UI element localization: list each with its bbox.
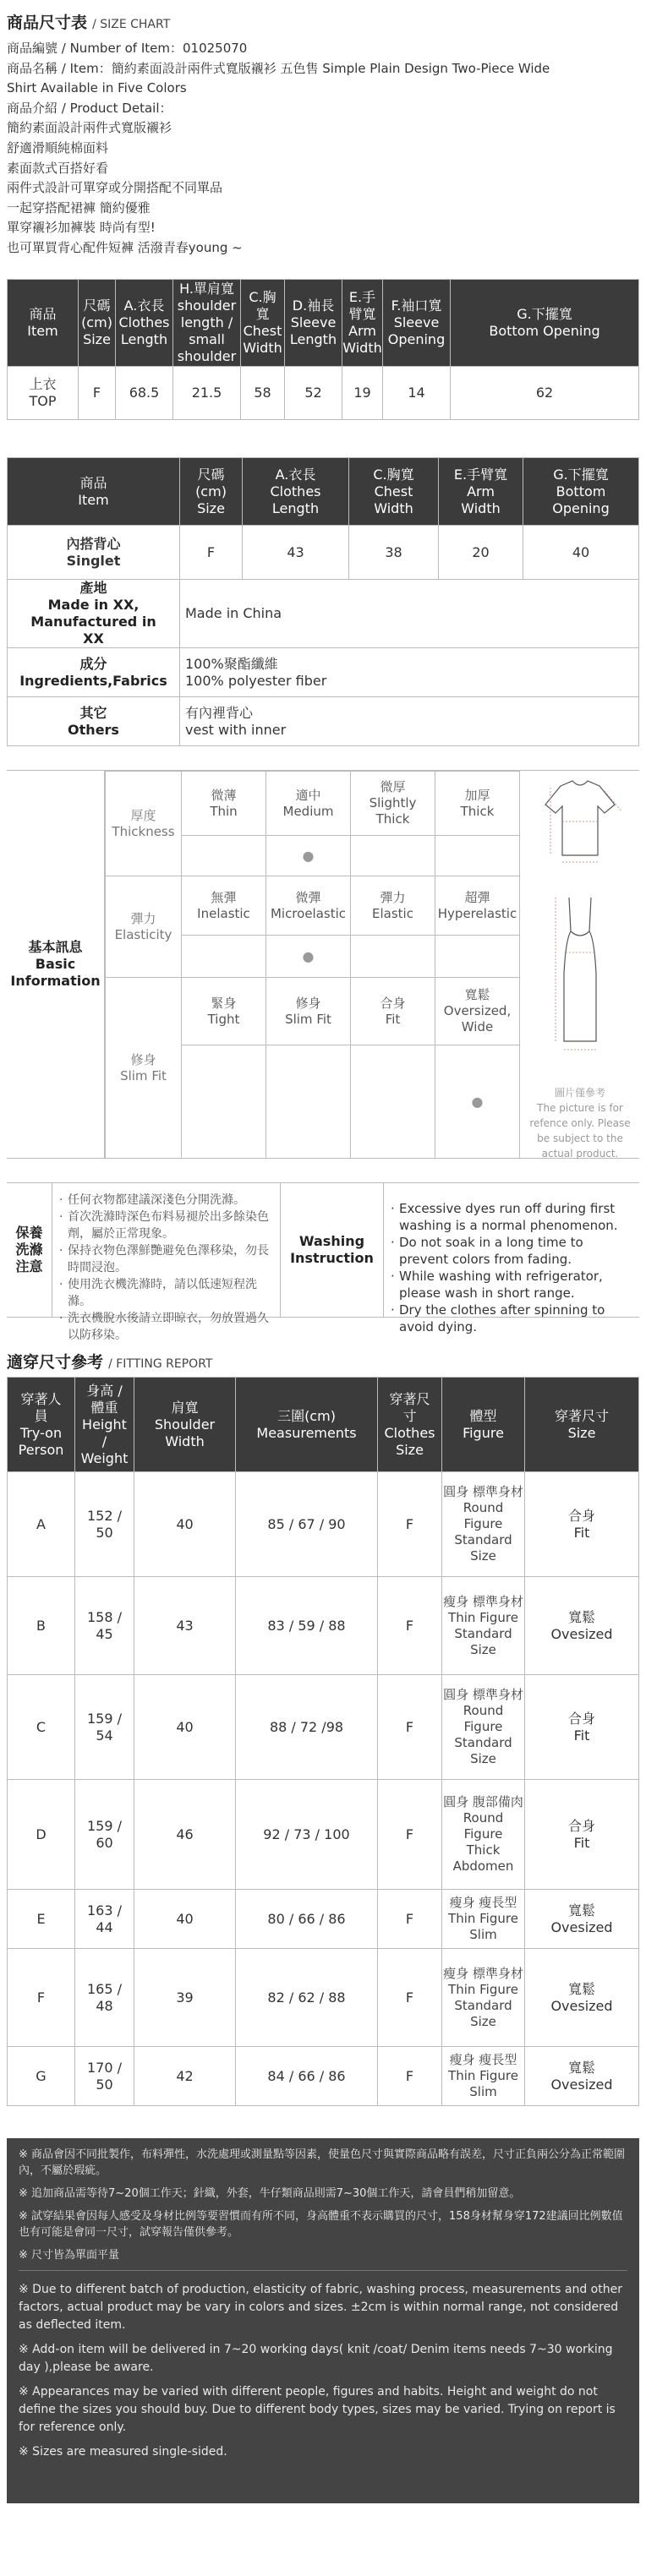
thickness-selected-dot: ●: [266, 836, 351, 876]
fitting-column-header: 肩寬 Shoulder Width: [134, 1378, 236, 1472]
intro-line: Shirt Available in Five Colors: [7, 80, 187, 96]
fitting-hw-cell: 152 / 50: [75, 1472, 134, 1577]
singlet-column-header: 尺碼 (cm) Size: [180, 458, 243, 526]
singlet-value-cell: 40: [523, 526, 639, 580]
elasticity-option: 彈力 Elastic: [351, 876, 435, 936]
size-value-cell: 14: [383, 367, 451, 420]
fitting-shoulder-cell: 40: [134, 1472, 236, 1577]
fitting-column-header: 穿著尺 寸 Clothes Size: [378, 1378, 442, 1472]
size-chart-title-en: / SIZE CHART: [92, 18, 171, 31]
size-column-header: C.胸 寬 Chest Width: [241, 280, 285, 367]
singlet-value-cell: F: [180, 526, 243, 580]
washing-item-en: · While washing with refrigerator, please wash in short range.: [391, 1268, 634, 1302]
intro-line: 素面款式百搭好看: [7, 160, 109, 176]
fit-option: 寬鬆 Oversized, Wide: [435, 978, 520, 1045]
fitting-row: [8, 1780, 639, 1890]
singlet-size-table: [7, 457, 639, 746]
fitting-shoulder-cell: 43: [134, 1577, 236, 1675]
washing-item-zh: · 任何衣物都建議深淺色分開洗滌。: [59, 1192, 275, 1209]
singlet-name-cell: 內搭背心 Singlet: [8, 526, 180, 580]
elasticity-selected-dot: ●: [266, 936, 351, 978]
washing-instructions-en: [384, 1183, 639, 1334]
size-column-header: E.手 臂寬 Arm Width: [342, 280, 383, 367]
fitting-shoulder-cell: 42: [134, 2047, 236, 2106]
fitting-fit-cell: 寬鬆 Ovesized: [525, 1890, 639, 1949]
thickness-empty-cell: [351, 836, 435, 876]
fitting-person-cell: A: [8, 1472, 75, 1577]
fitting-column-header: 體型 Figure: [442, 1378, 525, 1472]
intro-line: 也可單買背心配件短褲 活潑青春young ~: [7, 239, 243, 255]
fitting-figure-cell: 圓身 標準身材 Round Figure Standard Size: [442, 1472, 525, 1577]
origin-value: Made in China: [180, 580, 639, 648]
fabric-label: 成分 Ingredients,Fabrics: [8, 648, 180, 697]
fitting-fit-cell: 合身 Fit: [525, 1675, 639, 1780]
thickness-option: 適中 Medium: [266, 772, 351, 836]
size-value-cell: 19: [342, 367, 383, 420]
singlet-column-header: C.胸寬 Chest Width: [349, 458, 439, 526]
intro-line: 商品介紹 / Product Detail：: [7, 100, 172, 116]
fitting-hw-cell: 159 / 54: [75, 1675, 134, 1780]
washing-label-en: Washing Instruction: [281, 1183, 384, 1317]
fitting-figure-cell: 瘦身 標準身材 Thin Figure Standard Size: [442, 1949, 525, 2047]
size-column-header: 商品 Item: [8, 280, 79, 367]
top-size-table: [7, 279, 639, 420]
fitting-figure-cell: 瘦身 瘦長型 Thin Figure Slim: [442, 2047, 525, 2106]
fitting-hw-cell: 158 / 45: [75, 1577, 134, 1675]
fitting-meas-cell: 84 / 66 / 86: [236, 2047, 378, 2106]
fitting-hw-cell: 159 / 60: [75, 1780, 134, 1890]
thickness-option: 微薄 Thin: [182, 772, 266, 836]
fabric-value: 100%聚酯纖維 100% polyester fiber: [180, 648, 639, 697]
item-name-cell: 上衣 TOP: [8, 367, 79, 420]
intro-line: 簡約素面設計兩件式寬版襯衫: [7, 120, 172, 136]
thickness-option: 微厚 Slightly Thick: [351, 772, 435, 836]
fitting-size-cell: F: [378, 1780, 442, 1890]
fitting-figure-cell: 圓身 腹部備肉 Round Figure Thick Abdomen: [442, 1780, 525, 1890]
notes-section: [7, 2138, 639, 2503]
fitting-person-cell: G: [8, 2047, 75, 2106]
note-zh: ※ 試穿結果會因每人感受及身材比例等要習慣而有所不同，身高體重不表示購買的尺寸，158身材幫身穿172建議回比例數值也有可能是會同一尺寸，試穿報告僅供參考。: [19, 2210, 623, 2239]
fitting-figure-cell: 瘦身 標準身材 Thin Figure Standard Size: [442, 1577, 525, 1675]
singlet-value-cell: 20: [439, 526, 523, 580]
fitting-hw-cell: 170 / 50: [75, 2047, 134, 2106]
size-value-cell: 52: [285, 367, 342, 420]
fitting-shoulder-cell: 40: [134, 1890, 236, 1949]
fitting-meas-cell: 80 / 66 / 86: [236, 1890, 378, 1949]
thickness-empty-cell: [182, 836, 266, 876]
fit-option: 修身 Slim Fit: [266, 978, 351, 1045]
fitting-figure-cell: 圓身 標準身材 Round Figure Standard Size: [442, 1675, 525, 1780]
fit-empty-cell: [351, 1045, 435, 1159]
size-value-cell: 68.5: [116, 367, 173, 420]
fitting-report-table: [7, 1377, 639, 2106]
size-chart-title-zh: 商品尺寸表: [7, 14, 88, 32]
fitting-fit-cell: 寬鬆 Ovesized: [525, 1949, 639, 2047]
fitting-person-cell: E: [8, 1890, 75, 1949]
fitting-size-cell: F: [378, 1675, 442, 1780]
fitting-shoulder-cell: 46: [134, 1780, 236, 1890]
fitting-meas-cell: 82 / 62 / 88: [236, 1949, 378, 2047]
size-chart-heading: [7, 0, 639, 37]
fitting-column-header: 身高 / 體重 Height / Weight: [75, 1378, 134, 1472]
size-value-cell: F: [79, 367, 116, 420]
elasticity-label: 彈力 Elasticity: [106, 876, 182, 978]
singlet-column-header: E.手臂寬 Arm Width: [439, 458, 523, 526]
size-column-header: 尺碼 (cm) Size: [79, 280, 116, 367]
fitting-figure-cell: 瘦身 瘦長型 Thin Figure Slim: [442, 1890, 525, 1949]
note-en: ※ Sizes are measured single-sided.: [19, 2445, 227, 2459]
fitting-meas-cell: 92 / 73 / 100: [236, 1780, 378, 1890]
fitting-meas-cell: 83 / 59 / 88: [236, 1577, 378, 1675]
size-column-header: F.袖口寬 Sleeve Opening: [383, 280, 451, 367]
washing-item-zh: · 洗衣機脫水後請立即晾衣，勿放置過久以防移染。: [59, 1310, 275, 1344]
note-zh: ※ 追加商品需等待7~20個工作天；針織，外套，牛仔類商品則需7~30個工作天，請會員們稍加留意。: [19, 2187, 521, 2200]
fitting-size-cell: F: [378, 1577, 442, 1675]
intro-line: 兩件式設計可單穿或分開搭配不同單品: [7, 180, 223, 196]
fitting-meas-cell: 85 / 67 / 90: [236, 1472, 378, 1577]
fitting-column-header: 穿著人 員 Try-on Person: [8, 1378, 75, 1472]
fitting-title-en: / FITTING REPORT: [108, 1357, 213, 1371]
fitting-person-cell: D: [8, 1780, 75, 1890]
washing-instruction-section: [7, 1182, 639, 1342]
fit-label: 修身 Slim Fit: [106, 978, 182, 1159]
basic-information-section: [7, 770, 639, 1159]
note-en: ※ Due to different batch of production, elasticity of fabric, washing process, measurements and other factors, actual product may be vary in colors and sizes. ±2cm is within normal range, not considered as deflected item.: [19, 2283, 622, 2332]
fitting-report-heading: [7, 1350, 639, 1377]
size-column-header: D.袖長 Sleeve Length: [285, 280, 342, 367]
intro-line: 一起穿搭配裙褲 簡約優雅: [7, 199, 151, 216]
other-label: 其它 Others: [8, 697, 180, 746]
size-value-cell: 21.5: [173, 367, 241, 420]
elasticity-empty-cell: [435, 936, 520, 978]
singlet-column-header: G.下擺寬 Bottom Opening: [523, 458, 639, 526]
fit-option: 合身 Fit: [351, 978, 435, 1045]
intro-line: 商品名稱 / Item：簡約素面設計兩件式寬版襯衫 五色售 Simple Plain Design Two-Piece Wide: [7, 60, 550, 76]
fitting-column-header: 三圍(cm) Measurements: [236, 1378, 378, 1472]
fitting-size-cell: F: [378, 1949, 442, 2047]
elasticity-empty-cell: [351, 936, 435, 978]
thickness-empty-cell: [435, 836, 520, 876]
note-zh: ※ 尺寸皆為單面平量: [19, 2249, 120, 2262]
size-value-cell: 62: [451, 367, 639, 420]
intro-line: 商品編號 / Number of Item：01025070: [7, 41, 248, 56]
singlet-column-header: A.衣長 Clothes Length: [243, 458, 349, 526]
washing-item-en: · Excessive dyes run off during first washing is a normal phenomenon.: [391, 1200, 634, 1234]
thickness-option: 加厚 Thick: [435, 772, 520, 836]
washing-item-en: · Do not soak in a long time to prevent colors from fading.: [391, 1234, 634, 1268]
washing-label-zh: 保養 洗滌 注意: [7, 1183, 52, 1317]
fitting-row: [8, 1890, 639, 1949]
size-value-cell: 58: [241, 367, 285, 420]
note-en: ※ Appearances may be varied with different people, figures and habits. Height and weight do not define the sizes you should buy. Due to different body types, sizes may be varied. Trying on report is for reference only.: [19, 2385, 616, 2434]
elasticity-option: 微彈 Microelastic: [266, 876, 351, 936]
fitting-row: [8, 2047, 639, 2106]
size-column-header: H.單肩寬 shoulder length / small shoulder: [173, 280, 241, 367]
product-intro: [7, 37, 639, 279]
singlet-value-cell: 43: [243, 526, 349, 580]
garment-figures: [519, 771, 639, 1158]
washing-item-zh: · 使用洗衣機洗滌時，請以低速短程洗滌。: [59, 1276, 275, 1310]
fitting-person-cell: F: [8, 1949, 75, 2047]
washing-item-en: · Dry the clothes after spinning to avoid dying.: [391, 1302, 634, 1335]
intro-line: 舒適滑順純棉面料: [7, 139, 109, 156]
washing-instructions-zh: [52, 1183, 281, 1342]
singlet-value-cell: 38: [349, 526, 439, 580]
size-column-header: G.下擺寬 Bottom Opening: [451, 280, 639, 367]
fitting-row: [8, 1949, 639, 2047]
note-en: ※ Add-on item will be delivered in 7~20 working days( knit /coat/ Denim items needs 7~30 working day ),please be aware.: [19, 2343, 613, 2374]
washing-item-zh: · 保持衣物色澤鮮艷避免色澤移染，勿長時間浸泡。: [59, 1242, 275, 1276]
fit-empty-cell: [182, 1045, 266, 1159]
fitting-shoulder-cell: 39: [134, 1949, 236, 2047]
tshirt-diagram-icon: [520, 771, 640, 1075]
singlet-column-header: 商品 Item: [8, 458, 180, 526]
size-column-header: A.衣長 Clothes Length: [116, 280, 173, 367]
fitting-meas-cell: 88 / 72 /98: [236, 1675, 378, 1780]
figure-note: 圖片僅參考 The picture is for refence only. Please be subject to the actual product.: [529, 1087, 631, 1160]
fit-option: 緊身 Tight: [182, 978, 266, 1045]
fitting-person-cell: B: [8, 1577, 75, 1675]
fitting-person-cell: C: [8, 1675, 75, 1780]
fitting-row: [8, 1577, 639, 1675]
fitting-hw-cell: 165 / 48: [75, 1949, 134, 2047]
fitting-title-zh: 適穿尺寸參考: [7, 1353, 104, 1372]
fitting-size-cell: F: [378, 2047, 442, 2106]
fitting-row: [8, 1675, 639, 1780]
elasticity-option: 超彈 Hyperelastic: [435, 876, 520, 936]
fitting-size-cell: F: [378, 1472, 442, 1577]
attribute-grid: [105, 771, 519, 1158]
note-zh: ※ 商品會因不同批製作，布料彈性，水洗處理或測量點等因素，使量色尺寸與實際商品略有誤差，尺寸正負兩公分為正常範圍內，不屬於瑕疵。: [19, 2148, 626, 2177]
basic-information-label: 基本訊息 Basic Information: [7, 771, 105, 1158]
fit-empty-cell: [266, 1045, 351, 1159]
origin-label: 產地 Made in XX, Manufactured in XX: [8, 580, 180, 648]
fitting-fit-cell: 合身 Fit: [525, 1472, 639, 1577]
intro-line: 單穿襯衫加褲裝 時尚有型!: [7, 220, 156, 236]
fitting-hw-cell: 163 / 44: [75, 1890, 134, 1949]
fitting-row: [8, 1472, 639, 1577]
thickness-label: 厚度 Thickness: [106, 772, 182, 876]
elasticity-empty-cell: [182, 936, 266, 978]
fitting-column-header: 穿著尺寸 Size: [525, 1378, 639, 1472]
fitting-shoulder-cell: 40: [134, 1675, 236, 1780]
fit-selected-dot: ●: [435, 1045, 520, 1159]
fitting-fit-cell: 寬鬆 Ovesized: [525, 2047, 639, 2106]
other-value: 有內裡背心 vest with inner: [180, 697, 639, 746]
fitting-fit-cell: 合身 Fit: [525, 1780, 639, 1890]
fitting-size-cell: F: [378, 1890, 442, 1949]
fitting-fit-cell: 寬鬆 Ovesized: [525, 1577, 639, 1675]
washing-item-zh: · 首次洗滌時深色布料易褪於出多餘染色劑，屬於正常現象。: [59, 1209, 275, 1242]
elasticity-option: 無彈 Inelastic: [182, 876, 266, 936]
